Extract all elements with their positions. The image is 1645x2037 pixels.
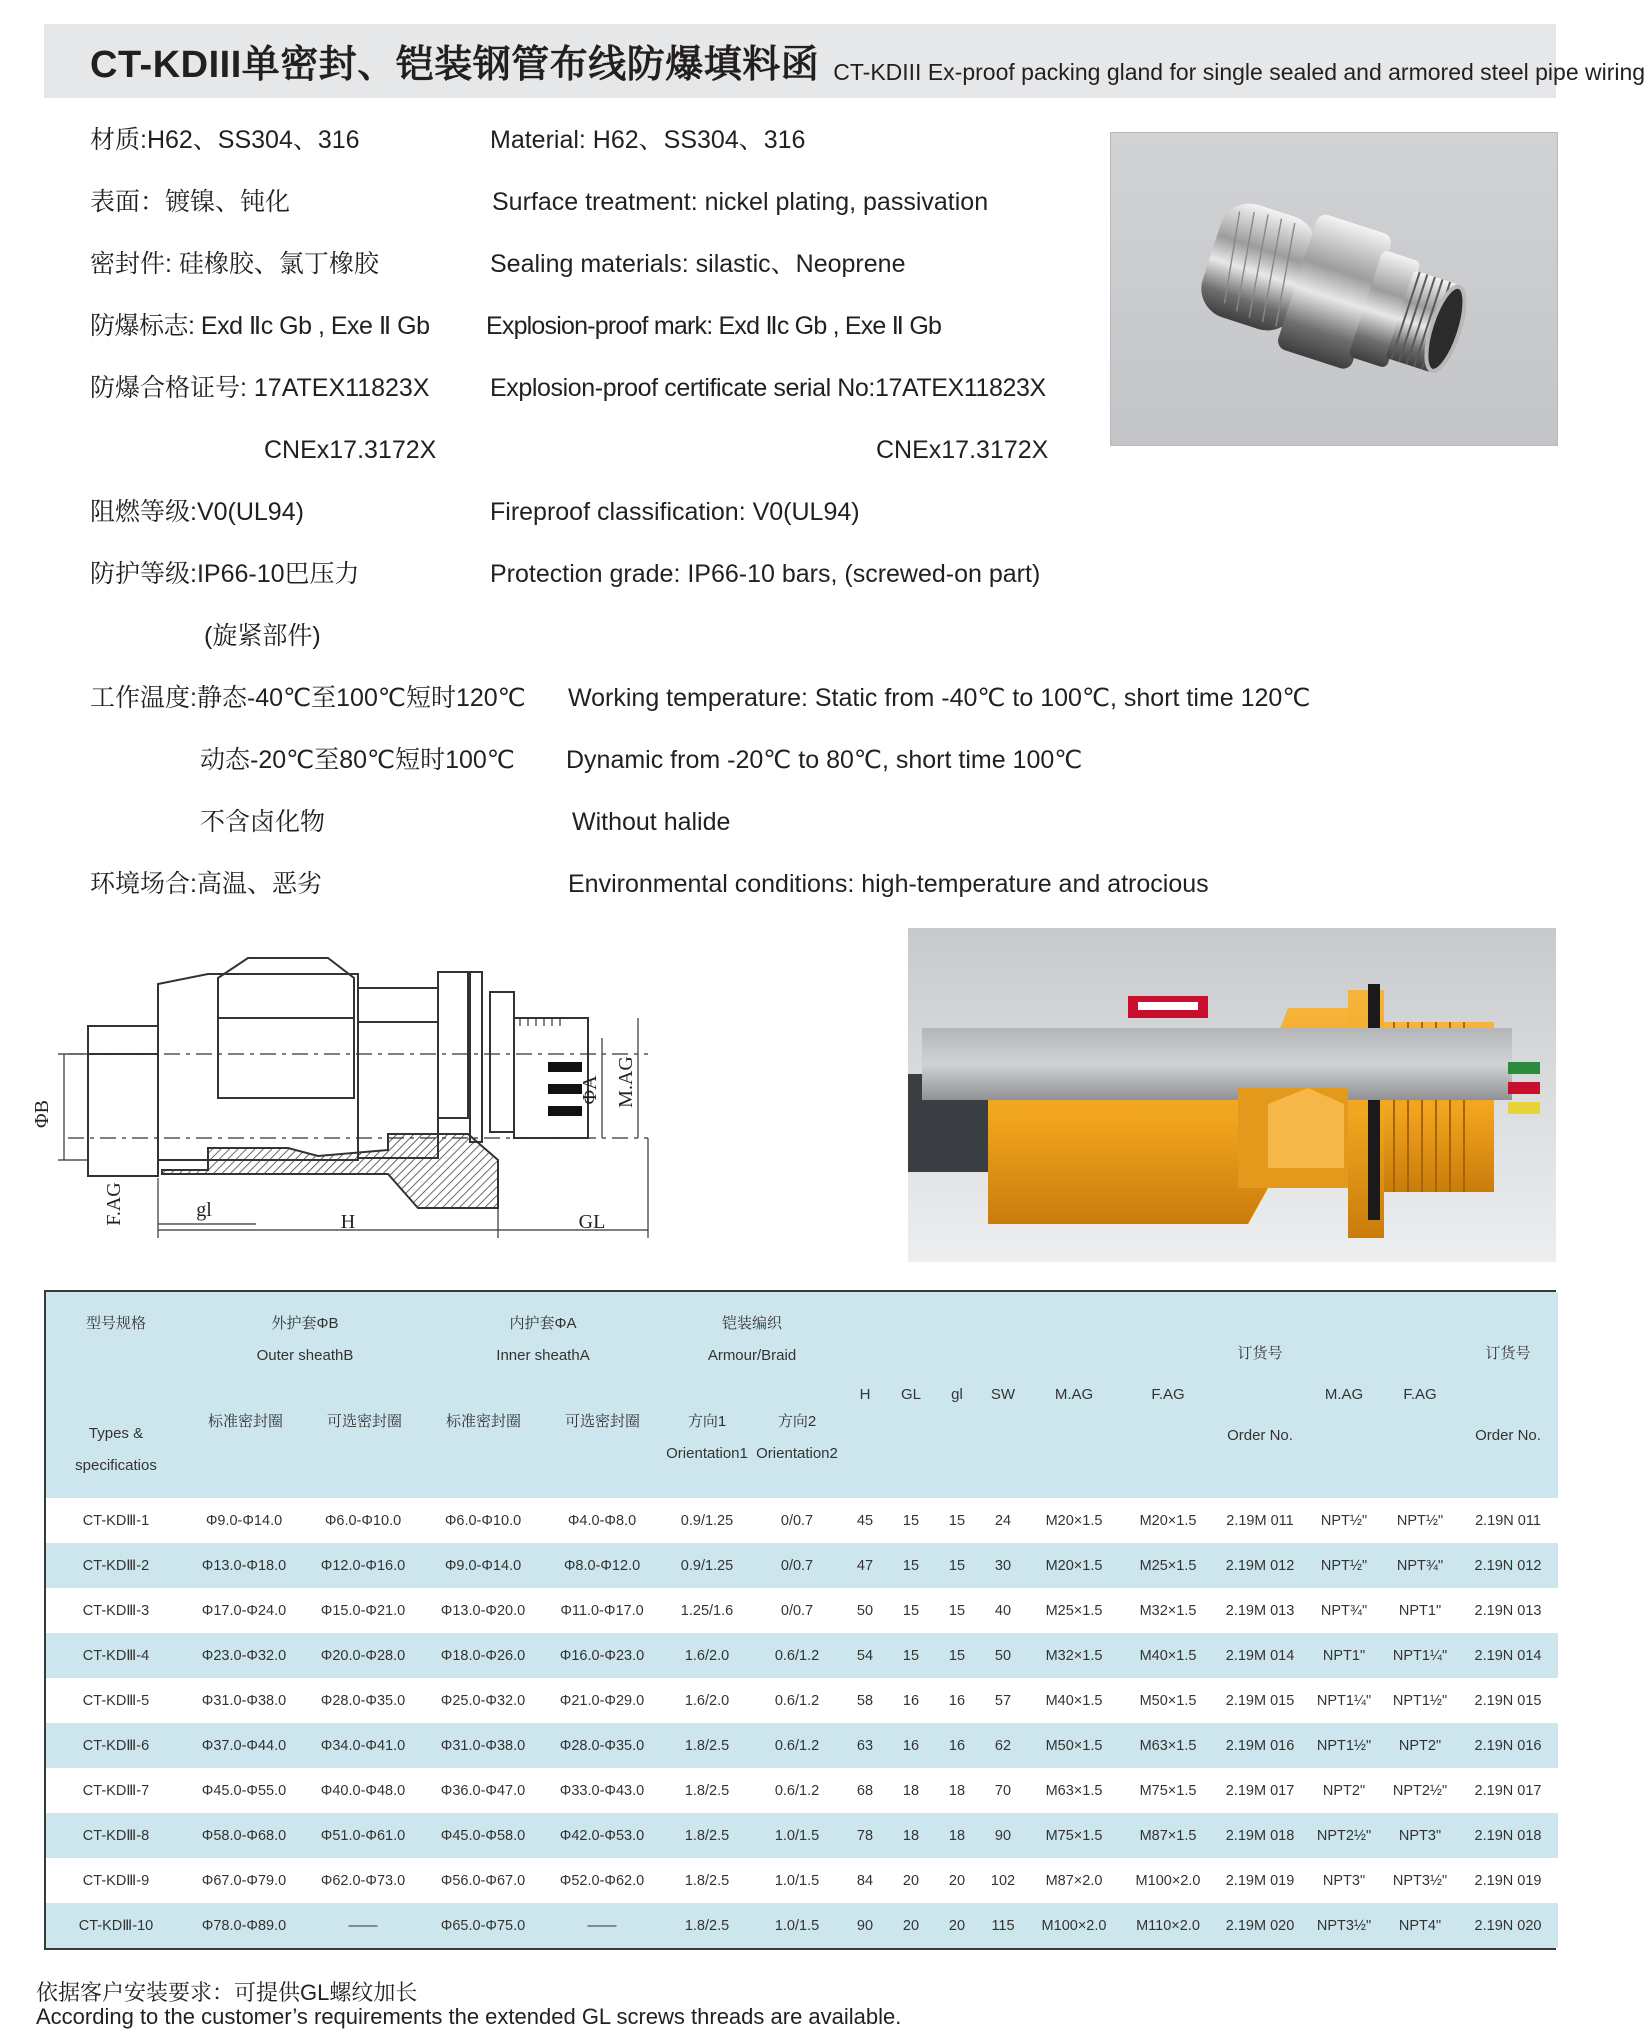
spec-dynamic-en: Dynamic from -20℃ to 80℃, short time 100℃ bbox=[566, 746, 1083, 774]
page-title-cn: CT-KDIII单密封、铠装钢管布线防爆填料函 bbox=[90, 44, 820, 86]
th-sw: SW bbox=[980, 1292, 1026, 1498]
spec-temp-cn: 工作温度:静态-40℃至100℃短时120℃ bbox=[90, 684, 526, 712]
spec-temp-en: Working temperature: Static from -40℃ to 100℃, short time 120℃ bbox=[568, 684, 1311, 712]
spec-exmark-en: Explosion-proof mark: Exd Ⅱc Gb , Exe Ⅱ Gb bbox=[486, 312, 942, 340]
spec-table bbox=[44, 1290, 1556, 1950]
spec-env-en: Environmental conditions: high-temperature and atrocious bbox=[568, 870, 1209, 898]
table-row: CT-KDⅢ-8 Φ58.0-Φ68.0 Φ51.0-Φ61.0 Φ45.0-Φ58.0 Φ42.0-Φ53.0 1.8/2.5 1.0/1.5 78 18 18 90 M75×1.5 M87×1.5 2.19M 018 NPT2½" NPT3" 2.19N 018 bbox=[46, 1813, 1558, 1858]
spec-cert-en: Explosion-proof certificate serial No:17ATEX11823X bbox=[490, 374, 1046, 402]
spec-halide-en: Without halide bbox=[572, 808, 731, 836]
table-row: CT-KDⅢ-7 Φ45.0-Φ55.0 Φ40.0-Φ48.0 Φ36.0-Φ47.0 Φ33.0-Φ43.0 1.8/2.5 0.6/1.2 68 18 18 70 M63×1.5 M75×1.5 2.19M 017 NPT2" NPT2½" 2.19N 017 bbox=[46, 1768, 1558, 1813]
th-outer-sheath: 外护套ΦB Outer sheathB 标准密封圈 可选密封圈 bbox=[186, 1292, 424, 1498]
spec-sealing-cn: 密封件: 硅橡胶、氯丁橡胶 bbox=[90, 250, 379, 278]
label-m-ag: M.AG bbox=[615, 1056, 637, 1108]
spec-protect-cn: 防护等级:IP66-10巴压力 bbox=[90, 560, 360, 588]
page-title-en: CT-KDIII Ex-proof packing gland for single sealed and armored steel pipe wiring bbox=[833, 59, 1645, 85]
th-gl-small: gl bbox=[934, 1292, 980, 1498]
title-bar bbox=[44, 24, 1645, 98]
spec-cert2-en: CNEx17.3172X bbox=[876, 436, 1049, 464]
th-f-ag-npt: F.AG bbox=[1382, 1292, 1458, 1498]
spec-exmark-cn: 防爆标志: Exd Ⅱc Gb , Exe Ⅱ Gb bbox=[90, 312, 430, 340]
spec-halide-cn: 不含卤化物 bbox=[200, 808, 326, 836]
th-gl: GL bbox=[888, 1292, 934, 1498]
table-row: CT-KDⅢ-10 Φ78.0-Φ89.0 —— Φ65.0-Φ75.0 —— 1.8/2.5 1.0/1.5 90 20 20 115 M100×2.0 M110×2.0 2.19M 020 NPT3½" NPT4" 2.19N 020 bbox=[46, 1903, 1558, 1948]
spec-fire-en: Fireproof classification: V0(UL94) bbox=[490, 498, 860, 526]
th-m-ag: M.AG bbox=[1026, 1292, 1122, 1498]
spec-protect-cn-2: (旋紧部件) bbox=[204, 622, 321, 650]
spec-env-cn: 环境场合:高温、恶劣 bbox=[90, 870, 322, 898]
spec-fire-cn: 阻燃等级:V0(UL94) bbox=[90, 498, 304, 526]
th-h: H bbox=[842, 1292, 888, 1498]
spec-material-cn: 材质:H62、SS304、316 bbox=[90, 126, 360, 154]
th-order-npt: 订货号 Order No. bbox=[1458, 1292, 1558, 1498]
table-row: CT-KDⅢ-3 Φ17.0-Φ24.0 Φ15.0-Φ21.0 Φ13.0-Φ20.0 Φ11.0-Φ17.0 1.25/1.6 0/0.7 50 15 15 40 M25×1.5 M32×1.5 2.19M 013 NPT¾" NPT1" 2.19N 013 bbox=[46, 1588, 1558, 1633]
spec-sealing-en: Sealing materials: silastic、Neoprene bbox=[490, 250, 906, 278]
label-phi-a: ΦA bbox=[579, 1075, 601, 1105]
spec-surface-en: Surface treatment: nickel plating, passivation bbox=[492, 188, 989, 216]
th-order-metric: 订货号 Order No. bbox=[1214, 1292, 1306, 1498]
table-row: CT-KDⅢ-4 Φ23.0-Φ32.0 Φ20.0-Φ28.0 Φ18.0-Φ26.0 Φ16.0-Φ23.0 1.6/2.0 0.6/1.2 54 15 15 50 M32×1.5 M40×1.5 2.19M 014 NPT1" NPT1¼" 2.19N 014 bbox=[46, 1633, 1558, 1678]
label-gl-big: GL bbox=[578, 1211, 606, 1233]
product-photo bbox=[1110, 132, 1558, 446]
th-armour: 铠装编织 Armour/Braid 方向1 Orientation1 方向2 Orientation2 bbox=[662, 1292, 842, 1498]
label-h: H bbox=[340, 1211, 356, 1233]
spec-surface-cn: 表面：镀镍、钝化 bbox=[90, 188, 291, 216]
table-row: CT-KDⅢ-2 Φ13.0-Φ18.0 Φ12.0-Φ16.0 Φ9.0-Φ14.0 Φ8.0-Φ12.0 0.9/1.25 0/0.7 47 15 15 30 M20×1.5 M25×1.5 2.19M 012 NPT½" NPT¾" 2.19N 012 bbox=[46, 1543, 1558, 1588]
table-row: CT-KDⅢ-6 Φ37.0-Φ44.0 Φ34.0-Φ41.0 Φ31.0-Φ38.0 Φ28.0-Φ35.0 1.8/2.5 0.6/1.2 63 16 16 62 M50×1.5 M63×1.5 2.19M 016 NPT1½" NPT2" 2.19N 016 bbox=[46, 1723, 1558, 1768]
th-f-ag: F.AG bbox=[1122, 1292, 1214, 1498]
spec-cert-cn: 防爆合格证号: 17ATEX11823X bbox=[90, 374, 430, 402]
table-row: CT-KDⅢ-5 Φ31.0-Φ38.0 Φ28.0-Φ35.0 Φ25.0-Φ32.0 Φ21.0-Φ29.0 1.6/2.0 0.6/1.2 58 16 16 57 M40×1.5 M50×1.5 2.19M 015 NPT1¼" NPT1½" 2.19N 015 bbox=[46, 1678, 1558, 1723]
label-f-ag: F.AG bbox=[103, 1182, 125, 1226]
table-body bbox=[46, 1498, 1558, 1948]
cutaway-render bbox=[908, 928, 1556, 1262]
table-row: CT-KDⅢ-1 Φ9.0-Φ14.0 Φ6.0-Φ10.0 Φ6.0-Φ10.0 Φ4.0-Φ8.0 0.9/1.25 0/0.7 45 15 15 24 M20×1.5 M20×1.5 2.19M 011 NPT½" NPT½" 2.19N 011 bbox=[46, 1498, 1558, 1543]
label-phi-b: ΦB bbox=[31, 1100, 53, 1128]
spec-cert2-cn: CNEx17.3172X bbox=[264, 436, 437, 464]
label-gl-small: gl bbox=[196, 1199, 212, 1221]
spec-dynamic-cn: 动态-20℃至80℃短时100℃ bbox=[200, 746, 515, 774]
footnote-en: According to the customer’s requirements the extended GL screws threads are available. bbox=[36, 2004, 902, 2029]
technical-drawing bbox=[31, 938, 694, 1258]
footnote-cn: 依据客户安装要求：可提供GL螺纹加长 bbox=[36, 1980, 418, 2005]
th-m-ag-npt: M.AG bbox=[1306, 1292, 1382, 1498]
table-row: CT-KDⅢ-9 Φ67.0-Φ79.0 Φ62.0-Φ73.0 Φ56.0-Φ67.0 Φ52.0-Φ62.0 1.8/2.5 1.0/1.5 84 20 20 102 M87×2.0 M100×2.0 2.19M 019 NPT3" NPT3½" 2.19N 019 bbox=[46, 1858, 1558, 1903]
th-inner-sheath: 内护套ΦA Inner sheathA 标准密封圈 可选密封圈 bbox=[424, 1292, 662, 1498]
th-types: 型号规格 Types & specificatios bbox=[46, 1292, 186, 1498]
spec-protect-en: Protection grade: IP66-10 bars, (screwed-on part) bbox=[490, 560, 1041, 588]
spec-material-en: Material: H62、SS304、316 bbox=[490, 126, 806, 154]
